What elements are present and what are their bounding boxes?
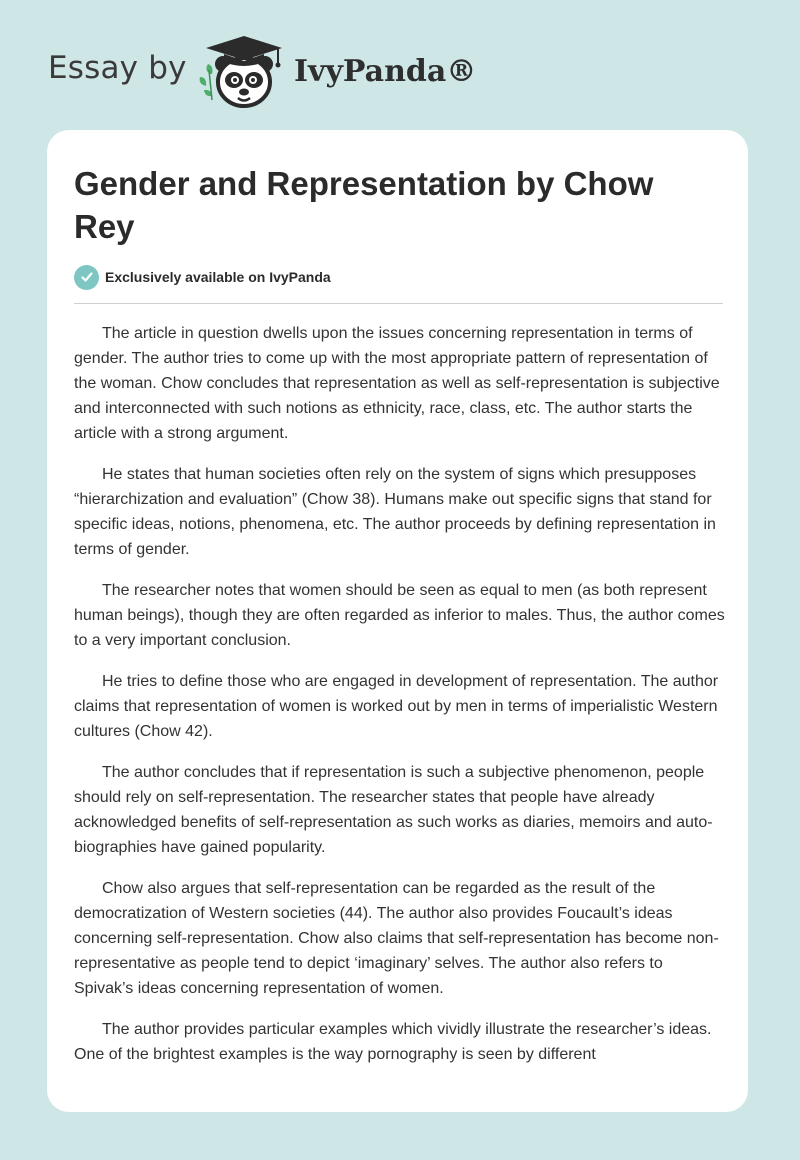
paragraph: He tries to define those who are engaged in development of representation. The author claims that representation of women is worked out by men in terms of imperialistic Western cultures (Chow 42).	[74, 673, 719, 740]
essay-body	[74, 321, 726, 1083]
brand-name[interactable]: IvyPanda®	[294, 54, 477, 89]
page-title: Gender and Representation by Chow Rey	[74, 165, 654, 245]
exclusive-badge	[74, 264, 331, 290]
panda-graduate-icon[interactable]	[196, 34, 292, 110]
paragraph: The article in question dwells upon the issues concerning representation in terms of gender. The author tries to come up with the most appropriate pattern of representation of the woman. Chow concludes that representation as well as self-representation is subjective and interconnected with such notions as ethnicity, race, class, etc. The author starts the article with a strong argument.	[74, 325, 720, 442]
paragraph: He states that human societies often rely on the system of signs which presupposes “hierarchization and evaluation” (Chow 38). Humans make out specific signs that stand for specific ideas, notions, phenomena, etc. The author proceeds by defining representation in terms of gender.	[74, 466, 716, 558]
paragraph: The author provides particular examples which vividly illustrate the researcher’s ideas. One of the brightest examples is the way pornography is seen by different	[74, 1021, 712, 1063]
paragraph: The researcher notes that women should be seen as equal to men (as both represent human beings), though they are often regarded as inferior to males. Thus, the author comes to a very important conclusion.	[74, 582, 725, 649]
exclusive-badge-label: Exclusively available on IvyPanda	[105, 269, 331, 285]
paragraph: Chow also argues that self-representation can be regarded as the result of the democratization of Western societies (44). The author also provides Foucault’s ideas concerning self-representation. Chow also claims that self-representation has become non-representative as people tend to depict ‘imaginary’ selves. The author also refers to Spivak’s ideas concerning representation of women.	[74, 880, 719, 997]
paragraph: The author concludes that if representation is such a subjective phenomenon, people should rely on self-representation. The researcher states that people have already acknowledged benefits of self-representation as such works as diaries, memoirs and auto-biographies have gained popularity.	[74, 764, 713, 856]
divider	[74, 303, 723, 304]
site-header	[0, 0, 800, 130]
essay-card	[47, 130, 748, 1112]
essay-by-label: Essay by	[48, 50, 187, 86]
check-circle-icon	[74, 265, 99, 290]
